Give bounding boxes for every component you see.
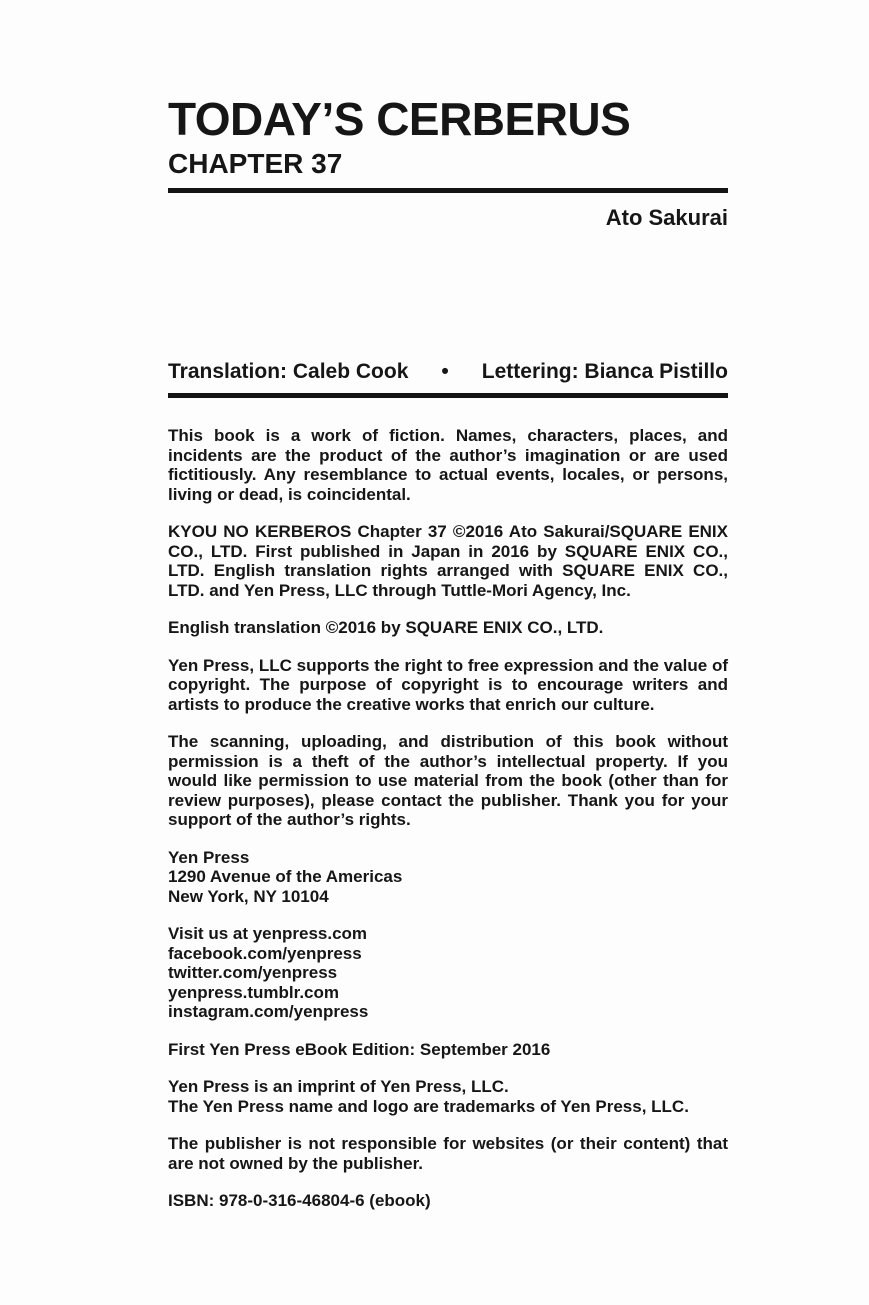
publisher-city: New York, NY 10104 bbox=[168, 886, 329, 906]
facebook-link: facebook.com/yenpress bbox=[168, 943, 362, 963]
publisher-name: Yen Press bbox=[168, 847, 250, 867]
chapter-heading: CHAPTER 37 bbox=[168, 148, 343, 179]
isbn-line: ISBN: 978-0-316-46804-6 (ebook) bbox=[168, 1191, 431, 1210]
credits-line bbox=[168, 360, 728, 384]
original-copyright-paragraph: KYOU NO KERBEROS Chapter 37 ©2016 Ato Sakurai/SQUARE ENIX CO., LTD. First published in Japan in 2016 by SQUARE ENIX CO., LTD. English translation rights arranged with SQUARE ENIX CO., LTD. and Yen Press, LLC through Tuttle-Mori Agency, Inc. bbox=[168, 522, 728, 600]
social-links bbox=[168, 924, 728, 1022]
book-title: TODAY’S CERBERUS bbox=[168, 93, 631, 145]
translation-copyright-line: English translation ©2016 by SQUARE ENIX CO., LTD. bbox=[168, 618, 604, 637]
tumblr-link: yenpress.tumblr.com bbox=[168, 982, 340, 1002]
twitter-link: twitter.com/yenpress bbox=[168, 963, 338, 982]
title-divider bbox=[168, 188, 728, 193]
ebook-edition-line: First Yen Press eBook Edition: September 2016 bbox=[168, 1039, 551, 1059]
website-link: Visit us at yenpress.com bbox=[168, 924, 368, 943]
publisher-street: 1290 Avenue of the Americas bbox=[168, 867, 403, 886]
author-name: Ato Sakurai bbox=[605, 205, 728, 230]
piracy-notice-paragraph: The scanning, uploading, and distribution of this book without permission is a theft of the author’s intellectual property. If you would like permission to use material from the book (other than for review purposes), please contact the publisher. Thank you for your support of the author’s rights. bbox=[168, 732, 728, 829]
credits-divider bbox=[168, 393, 728, 398]
fiction-disclaimer-paragraph: This book is a work of fiction. Names, characters, places, and incidents are the product of the author’s imagination or are used fictitiously. Any resemblance to actual events, locales, or persons, living or dead, is coincidental. bbox=[168, 426, 728, 504]
imprint-line-1: Yen Press is an imprint of Yen Press, LLC. bbox=[168, 1077, 509, 1096]
publisher-address bbox=[168, 848, 728, 907]
lettering-credit: Lettering: Bianca Pistillo bbox=[481, 360, 728, 383]
translation-credit: Translation: Caleb Cook bbox=[168, 360, 409, 383]
credit-separator-bullet: • bbox=[441, 360, 449, 383]
instagram-link: instagram.com/yenpress bbox=[168, 1002, 369, 1021]
imprint-line-2: The Yen Press name and logo are trademarks of Yen Press, LLC. bbox=[168, 1096, 689, 1116]
free-expression-paragraph: Yen Press, LLC supports the right to free expression and the value of copyright. The purpose of copyright is to encourage writers and artists to produce the creative works that enrich our culture. bbox=[168, 655, 728, 714]
website-disclaimer-paragraph: The publisher is not responsible for websites (or their content) that are not owned by the publisher. bbox=[168, 1134, 728, 1173]
imprint-note bbox=[168, 1077, 728, 1116]
